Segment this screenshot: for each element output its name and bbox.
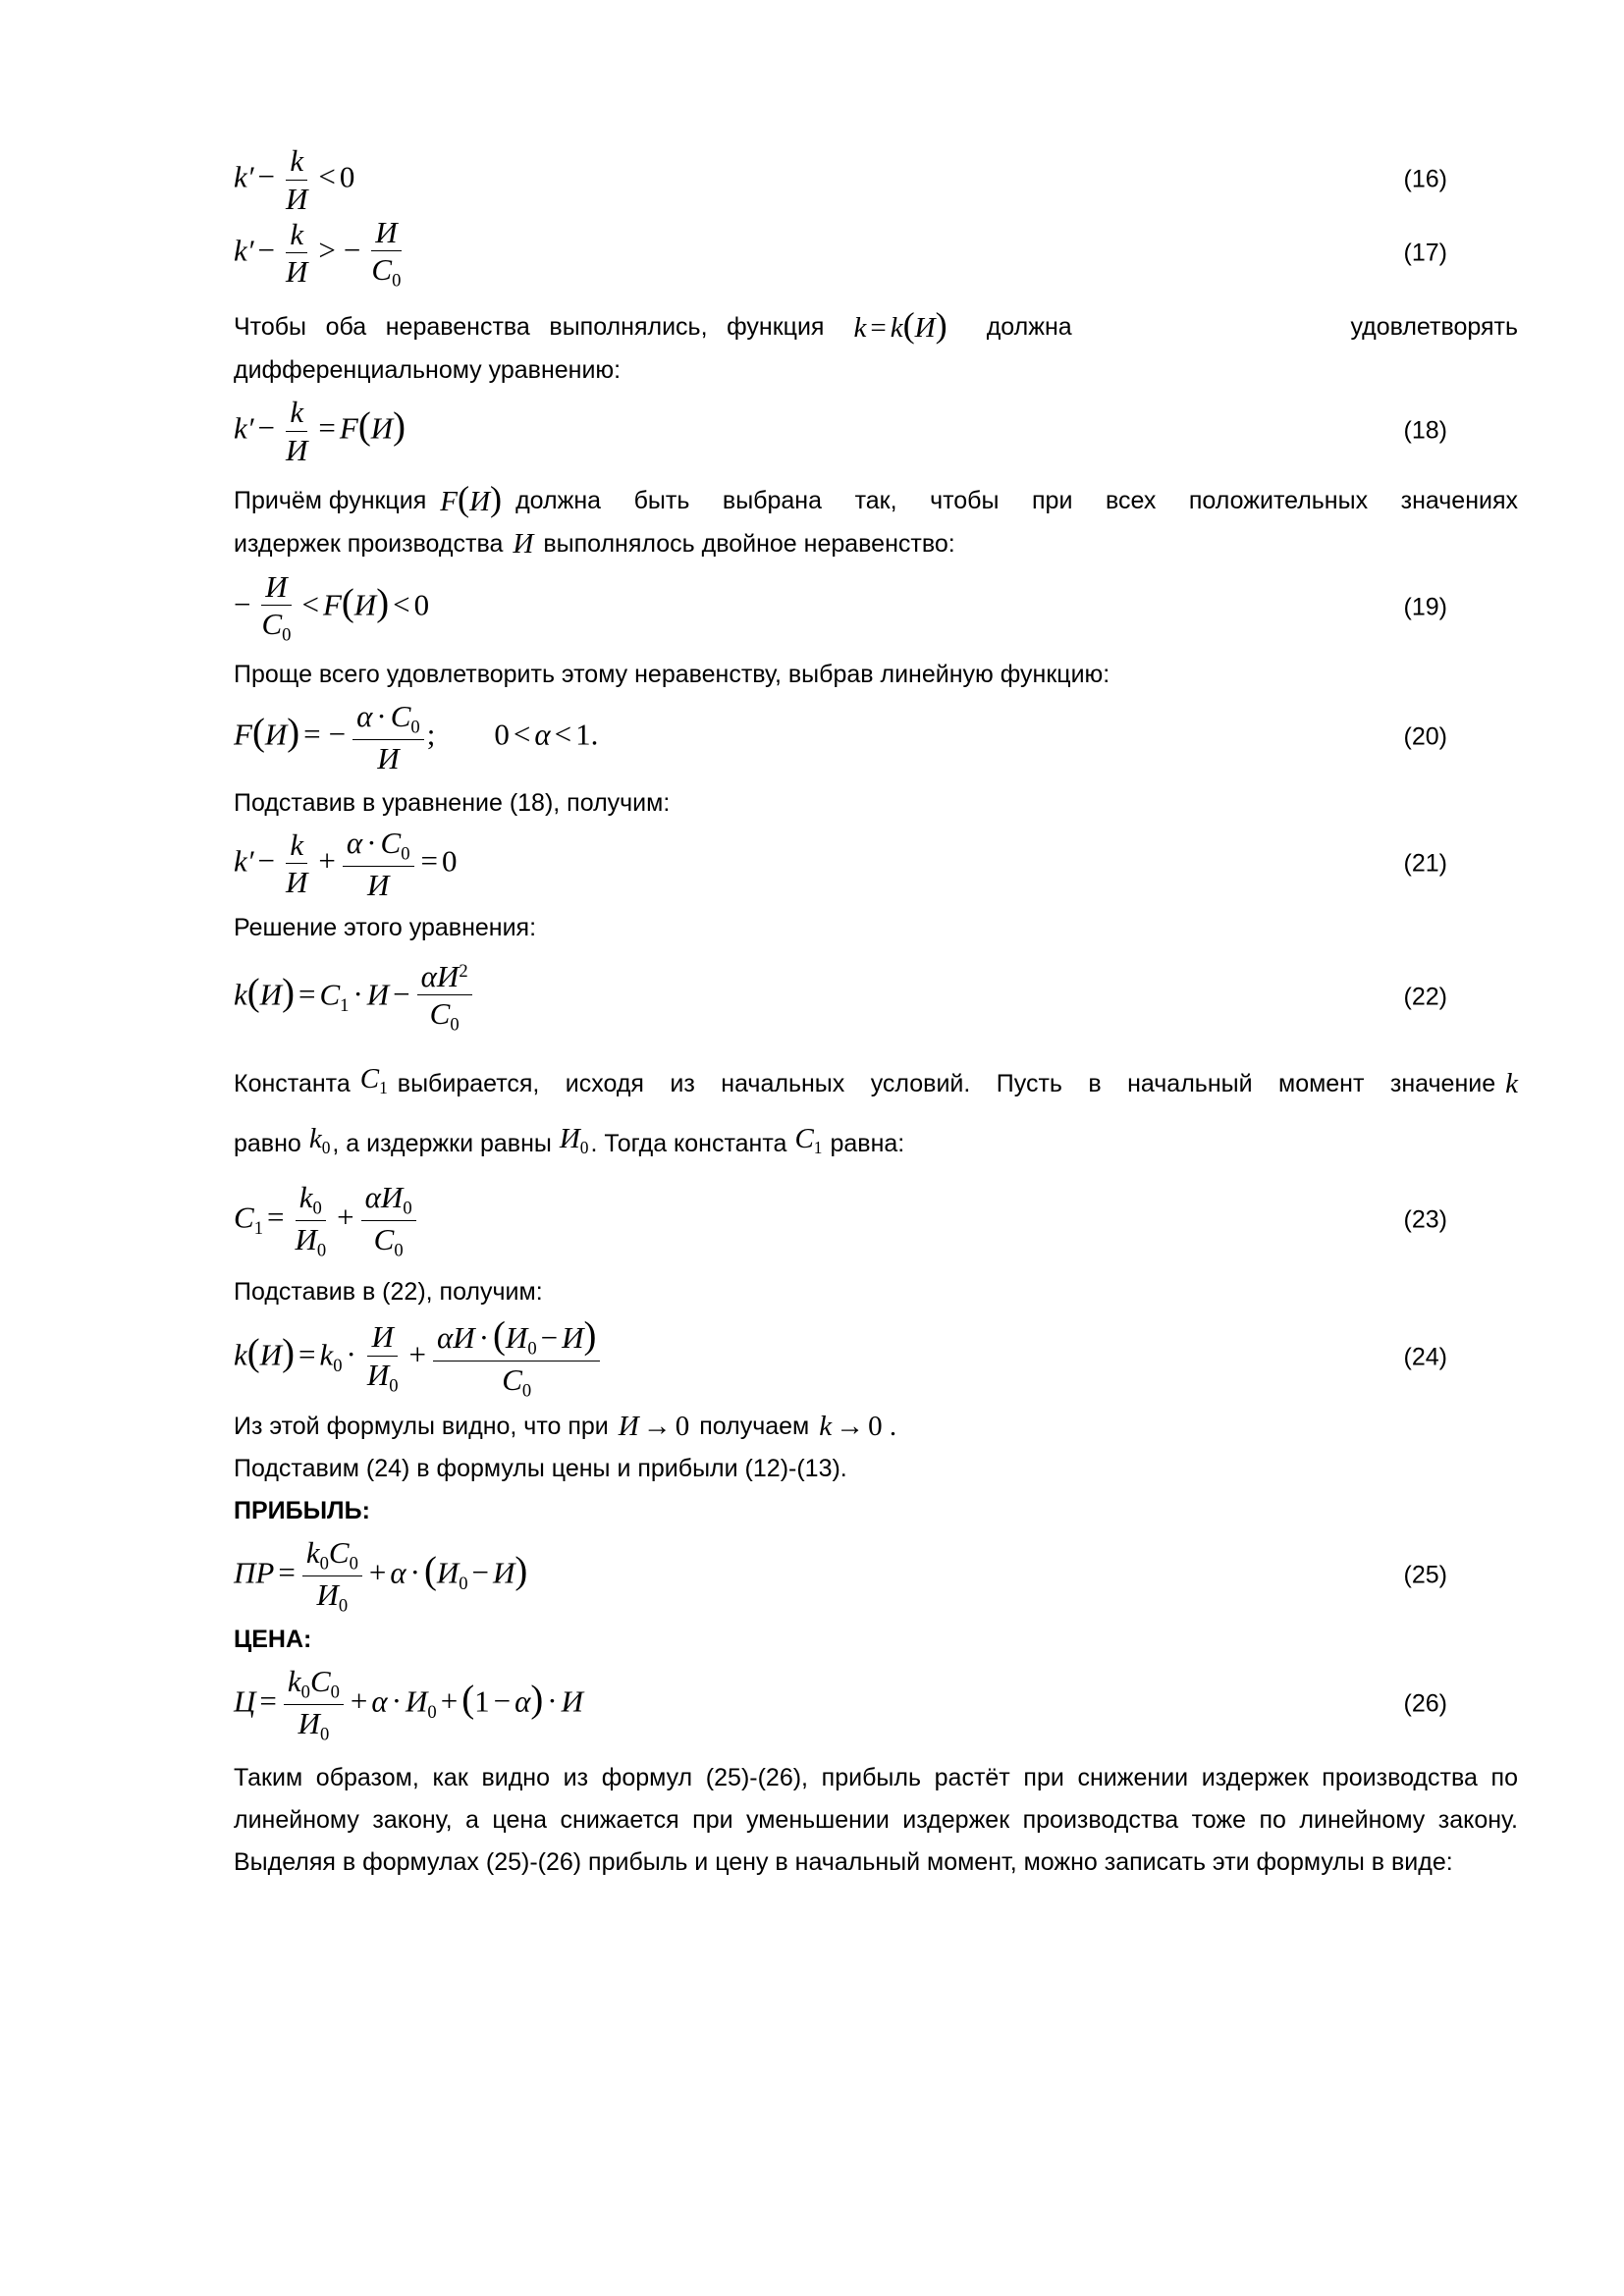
equation-number-26: (26) bbox=[1403, 1689, 1447, 1718]
paragraph-2 bbox=[234, 478, 1518, 565]
heading-price: ЦЕНА: bbox=[234, 1626, 312, 1654]
formula-26: Ц = $\frac{k_0C_0}{И_0}$ + $\alpha \cdot И_0 + (1 - \alpha) \cdot И$ bbox=[234, 1663, 583, 1745]
paragraph-2-text-b: должна быть выбрана так, чтобы при всех положительных значениях bbox=[515, 486, 1518, 514]
equation-number-17: (17) bbox=[1403, 239, 1447, 267]
paragraph-1-text-a: Чтобы оба неравенства выполнялись, функция bbox=[234, 312, 825, 341]
paragraph-10: Таким образом, как видно из формул (25)-(26), прибыль растёт при снижении издержек производства по линейному закону, а цена снижается при уменьшении издержек производства тоже по линейному закону. Выделяя в формулах (25)-(26) прибыль и цену в начальный момент, можно записать эти формулы в виде: bbox=[234, 1764, 1518, 1877]
formula-17: k′ − $\frac{k}{И}$ > − $\frac{И}{C_0}$ bbox=[234, 214, 402, 292]
equation-number-20: (20) bbox=[1403, 722, 1447, 751]
formula-k0-inline: $k_0$ bbox=[308, 1123, 331, 1158]
formula-20: F(И) = − $\frac{\alpha \cdot C_0}{И}$ ; 0 < α < 1. bbox=[234, 698, 599, 775]
equation-21 bbox=[234, 825, 1518, 903]
formula-18: k′ − $\frac{k}{И}$ = F(И) bbox=[234, 394, 406, 467]
formula-i-inline: И bbox=[513, 528, 534, 560]
equation-25 bbox=[234, 1532, 1518, 1619]
formula-23: $C_1$ = $\frac{k_0}{И_0}$ + $\frac{\alpha И_0}{C_0}$ bbox=[234, 1180, 419, 1261]
equation-19 bbox=[234, 565, 1518, 650]
paragraph-1-text-c: дифференциальному уравнению: bbox=[234, 356, 622, 384]
formula-21: k′ − $\frac{k}{И}$ + $\frac{\alpha \cdot C_0}{И}$ = 0 bbox=[234, 825, 458, 902]
equation-24 bbox=[234, 1313, 1518, 1402]
equation-16 bbox=[234, 142, 1518, 216]
paragraph-6-text-e: . Тогда константа bbox=[590, 1129, 787, 1157]
paragraph-8-text-b: получаем bbox=[699, 1413, 810, 1441]
formula-c1-inline: $C_1$ bbox=[359, 1063, 388, 1098]
paragraph-6-text-d: , а издержки равны bbox=[332, 1129, 552, 1157]
paragraph-6-text-f: равна: bbox=[830, 1129, 905, 1157]
paragraph-7: Подставив в (22), получим: bbox=[234, 1278, 543, 1307]
document-page bbox=[234, 142, 1518, 1884]
formula-24: $k(И) = k_0$ · $\frac{И}{И_0}$ + $\frac{\alpha И \cdot (И_0 - И)}{C_0}$ bbox=[234, 1314, 603, 1402]
formula-25: ПР = $\frac{k_0C_0}{И_0}$ + $\alpha \cdot (И_0 - И)$ bbox=[234, 1534, 528, 1617]
paragraph-1-text-b: должна удовлетворять bbox=[986, 312, 1518, 341]
equation-23 bbox=[234, 1173, 1518, 1267]
heading-profit: ПРИБЫЛЬ: bbox=[234, 1497, 370, 1525]
formula-i0-inline: $И_0$ bbox=[559, 1123, 589, 1158]
formula-c1-inline-2: $C_1$ bbox=[794, 1123, 823, 1158]
equation-number-21: (21) bbox=[1403, 849, 1447, 878]
equation-26 bbox=[234, 1661, 1518, 1747]
formula-f-of-i: F(И) bbox=[440, 479, 503, 518]
paragraph-3: Проще всего удовлетворить этому неравенству, выбрав линейную функцию: bbox=[234, 661, 1110, 688]
equation-number-24: (24) bbox=[1403, 1343, 1447, 1371]
paragraph-9: Подставим (24) в формулы цены и прибыли (12)-(13). bbox=[234, 1455, 847, 1483]
paragraph-1 bbox=[234, 304, 1518, 392]
formula-k-of-i: k = k(И) bbox=[853, 305, 947, 345]
paragraph-2-text-a: Причём функция bbox=[234, 486, 427, 514]
formula-22: $k(И) = C_1 \cdot И$ − $\frac{\alpha И^2}{C_0}$ bbox=[234, 959, 475, 1037]
equation-number-22: (22) bbox=[1403, 983, 1447, 1011]
paragraph-6 bbox=[234, 1053, 1518, 1173]
equation-number-19: (19) bbox=[1403, 593, 1447, 621]
equation-18 bbox=[234, 392, 1518, 470]
paragraph-6-text-c: равно bbox=[234, 1129, 301, 1157]
paragraph-2-text-d: выполнялось двойное неравенство: bbox=[543, 530, 955, 558]
formula-16: k′ − $\frac{k}{И}$ < 0 bbox=[234, 142, 355, 216]
paragraph-8-text-a: Из этой формулы видно, что при bbox=[234, 1413, 609, 1441]
equation-22 bbox=[234, 949, 1518, 1045]
formula-k-inline: k bbox=[1505, 1067, 1518, 1099]
paragraph-5: Решение этого уравнения: bbox=[234, 914, 537, 941]
paragraph-2-text-c: издержек производства bbox=[234, 530, 504, 558]
paragraph-6-text-b: выбирается, исходя из начальных условий. Пусть в начальный момент значение bbox=[397, 1069, 1496, 1097]
equation-number-23: (23) bbox=[1403, 1205, 1447, 1234]
paragraph-8 bbox=[234, 1406, 1518, 1448]
paragraph-4: Подставив в уравнение (18), получим: bbox=[234, 789, 671, 817]
equation-number-16: (16) bbox=[1403, 165, 1447, 193]
equation-number-25: (25) bbox=[1403, 1561, 1447, 1589]
formula-19: − $\frac{И}{C_0}$ < F(И) < 0 bbox=[234, 568, 430, 646]
equation-number-18: (18) bbox=[1403, 416, 1447, 445]
equation-20 bbox=[234, 696, 1518, 778]
formula-k-to-zero: k → 0 . bbox=[819, 1411, 897, 1443]
paragraph-6-text-a: Константа bbox=[234, 1069, 351, 1097]
equation-17 bbox=[234, 212, 1518, 294]
formula-i-to-zero: И → 0 bbox=[618, 1411, 690, 1443]
